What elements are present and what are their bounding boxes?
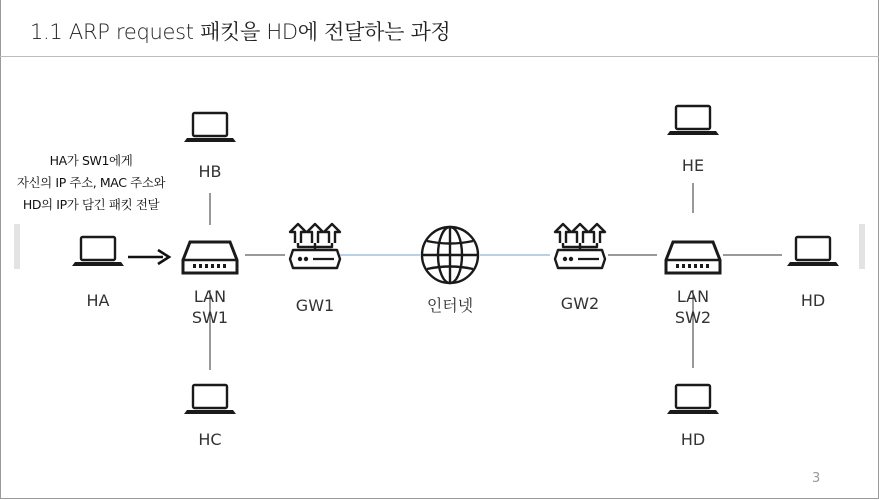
annotation-text <box>0 150 182 216</box>
label-hc: HC <box>198 430 222 449</box>
annotation-line-1: HA가 SW1에게 <box>49 153 133 168</box>
label-hb: HB <box>198 162 222 181</box>
internet-globe-icon <box>422 227 478 283</box>
host-hb-laptop-icon <box>184 113 236 142</box>
label-gw1: GW1 <box>295 296 335 315</box>
label-lan-sw2-line1: LAN <box>676 287 710 306</box>
host-he-laptop-icon <box>667 106 719 135</box>
slide-title: 1.1 ARP request 패킷을 HD에 전달하는 과정 <box>30 20 451 44</box>
host-hc-laptop-icon <box>184 385 236 414</box>
host-ha-laptop-icon <box>72 237 124 266</box>
label-lan-sw1 <box>180 286 240 328</box>
label-lan-sw2 <box>663 286 723 328</box>
label-gw2: GW2 <box>560 294 600 313</box>
gw2-router-icon <box>555 224 605 268</box>
gw1-router-icon <box>290 224 340 268</box>
host-hd-bottom-laptop-icon <box>667 385 719 414</box>
host-hd-right-laptop-icon <box>787 237 839 266</box>
label-hd-right: HD <box>800 291 826 310</box>
label-he: HE <box>681 156 705 175</box>
label-internet: 인터넷 <box>426 296 474 315</box>
lan-sw1-switch-icon <box>183 242 237 273</box>
label-ha: HA <box>86 291 110 310</box>
page-number: 3 <box>812 471 821 486</box>
lan-sw2-switch-icon <box>666 242 720 273</box>
connection-lines <box>210 183 782 370</box>
arrow-ha-to-sw1 <box>128 250 169 264</box>
label-lan-sw1-line1: LAN <box>193 287 227 306</box>
annotation-line-3: HD의 IP가 담긴 패킷 전달 <box>22 197 160 212</box>
label-lan-sw2-line2: SW2 <box>674 308 712 327</box>
label-hd-bottom: HD <box>680 430 706 449</box>
label-lan-sw1-line2: SW1 <box>191 308 229 327</box>
annotation-line-2: 자신의 IP 주소, MAC 주소와 <box>16 175 166 190</box>
